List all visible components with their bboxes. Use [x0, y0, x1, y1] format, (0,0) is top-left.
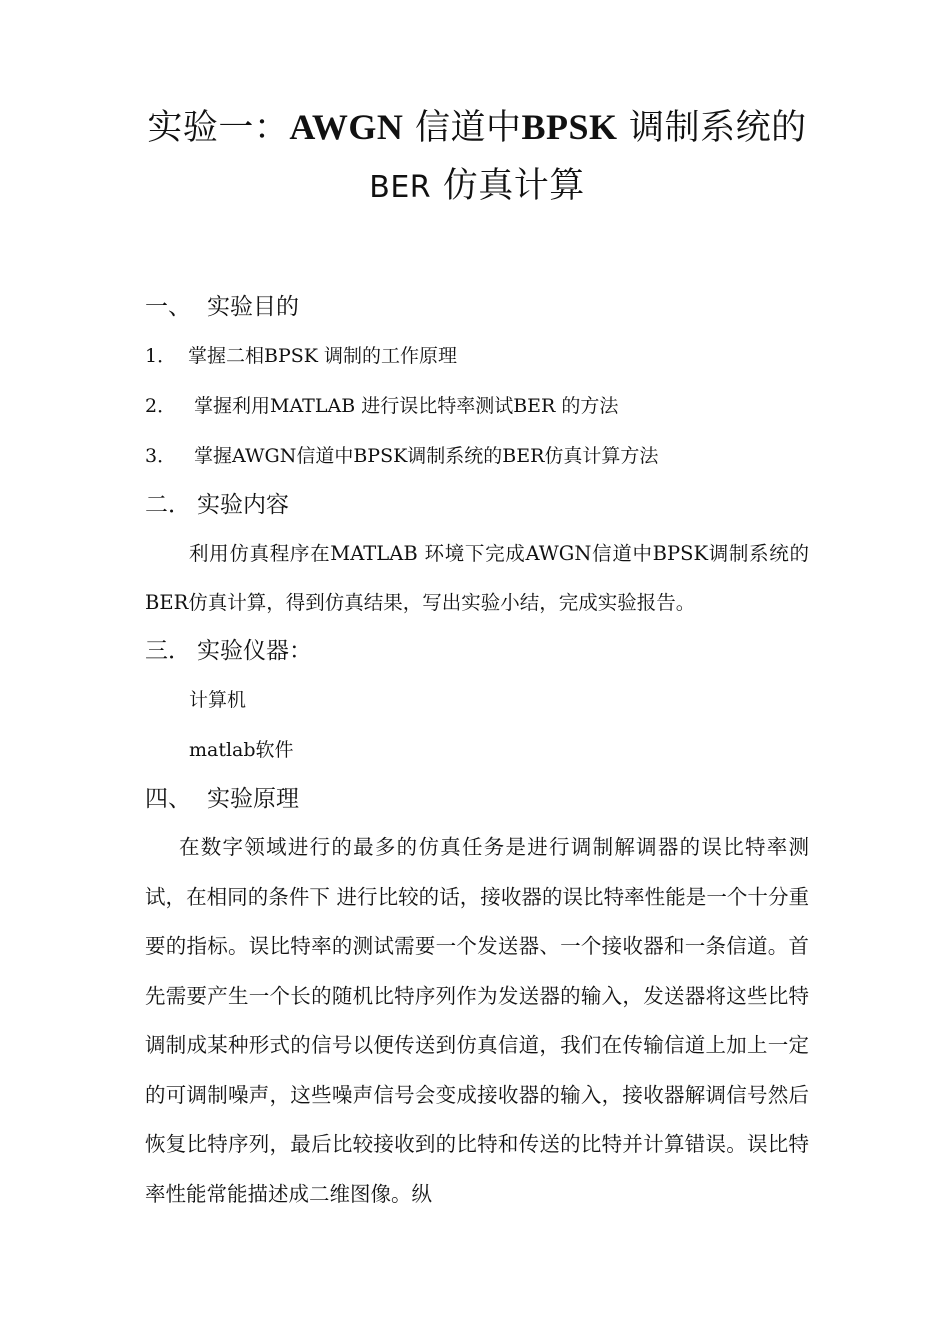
section-heading-principle — [145, 775, 809, 823]
title-awgn: AWGN — [289, 107, 404, 147]
objective-index: 2． — [145, 395, 177, 417]
title-spacer — [145, 217, 809, 283]
title-line-2 — [369, 166, 585, 206]
instrument-item: matlab软件 — [189, 739, 294, 761]
section-heading-content — [145, 481, 809, 529]
title-line-1 — [147, 108, 806, 148]
section-heading-objectives — [145, 283, 809, 331]
document-title — [145, 98, 809, 217]
section-number: 一、 — [145, 294, 191, 320]
objective-index: 3． — [145, 445, 177, 467]
section-heading-instruments — [145, 627, 809, 675]
title-bpsk: BPSK — [521, 107, 618, 147]
title-suffix: 调制系统的 — [617, 108, 807, 148]
section-number: 四、 — [145, 786, 191, 812]
title-prefix: 实验一： — [147, 108, 290, 148]
section-number: 三． — [145, 638, 191, 664]
title-mid: 信道中 — [403, 108, 522, 148]
section-label: 实验仪器： — [197, 638, 312, 664]
section-label: 实验内容 — [197, 492, 289, 518]
section-number: 二． — [145, 492, 191, 518]
objective-text: 掌握利用MATLAB 进行误比特率测试BER 的方法 — [188, 395, 619, 417]
objective-text: 掌握二相BPSK 调制的工作原理 — [188, 345, 457, 367]
objective-text: 掌握AWGN信道中BPSK调制系统的BER仿真计算方法 — [188, 445, 659, 467]
objective-item — [145, 331, 809, 381]
principle-paragraph: 在数字领域进行的最多的仿真任务是进行调制解调器的误比特率测试，在相同的条件下 进行比较的话，接收器的误比特率性能是一个十分重要的指标。误比特率的测试需要一个发送器、一个接收器和一条信道。首先需要产生一个长的随机比特序列作为发送器的输入，发送器将这些比特调制成某种形式的信号以便传送到仿真信道，我们在传输信道上加上一定的可调制噪声，这些噪声信号会变成接收器的输入，接收器解调信号然后恢复比特序列，最后比较接收到的比特和传送的比特并计算错误。误比特率性能常能描述成二维图像。纵 — [145, 835, 809, 1206]
content-paragraph: 利用仿真程序在MATLAB 环境下完成AWGN信道中BPSK调制系统的BER仿真计算，得到仿真结果，写出实验小结，完成实验报告。 — [145, 542, 809, 614]
section-label: 实验目的 — [207, 294, 299, 320]
objective-item — [145, 381, 809, 431]
section-label: 实验原理 — [207, 786, 299, 812]
objective-item — [145, 431, 809, 481]
objective-index: 1． — [145, 345, 177, 367]
instrument-item: 计算机 — [189, 689, 247, 711]
document-page — [145, 98, 809, 1219]
title-line2-text: 仿真计算 — [431, 166, 585, 206]
title-ber: BER — [369, 170, 432, 205]
